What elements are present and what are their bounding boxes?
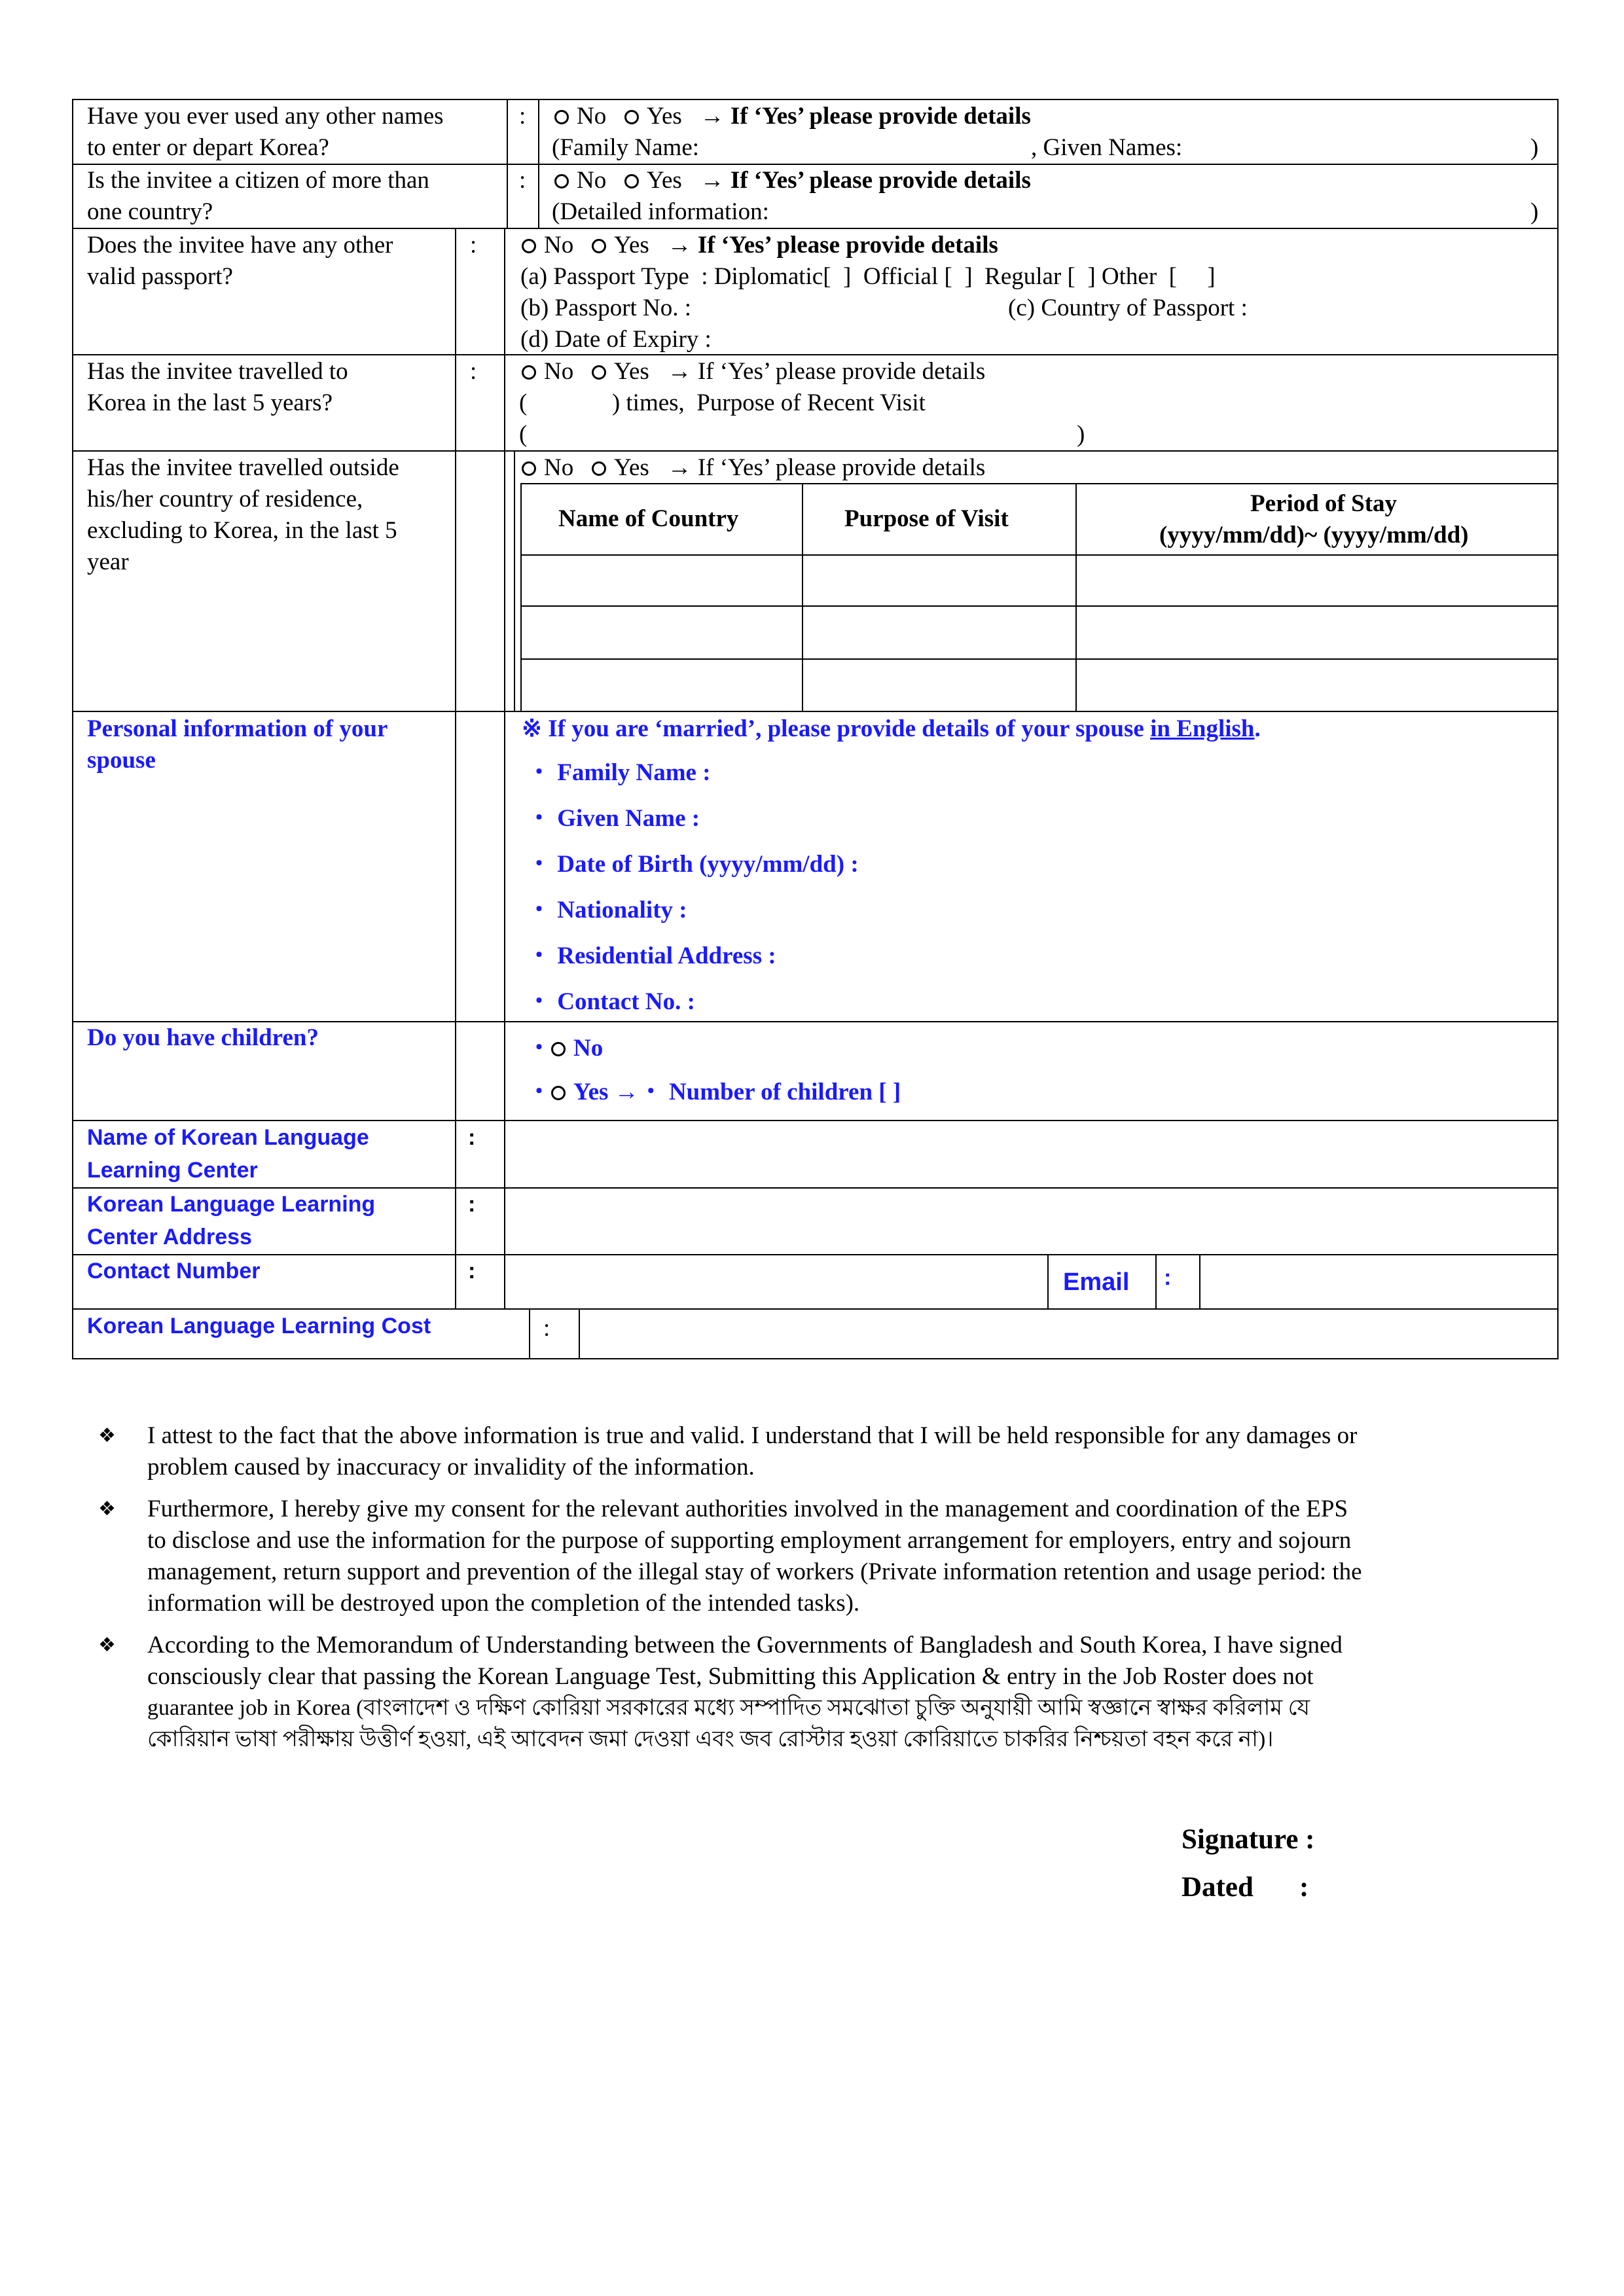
travel-table-cell[interactable] xyxy=(803,607,1074,658)
outside-travel-question-line-1: Has the invitee travelled outside xyxy=(87,454,399,481)
outside-travel-question-line-2: his/her country of residence, xyxy=(87,486,363,512)
declaration-line: to disclose and use the information for the purpose of supporting employment arrangement for employers, entry and sojourn xyxy=(147,1527,1352,1554)
travel-table-cell[interactable] xyxy=(1077,556,1556,605)
spouse-contact-no-field[interactable] xyxy=(527,986,695,1018)
korea-travel-options xyxy=(522,356,985,387)
travel-table-cell[interactable] xyxy=(803,556,1074,605)
header-name-of-country: Name of Country xyxy=(558,505,739,532)
col-divider xyxy=(455,228,456,1308)
closing-paren: ) xyxy=(1530,198,1539,225)
radio-yes-passport[interactable] xyxy=(592,239,606,253)
passport-type-line[interactable]: (a) Passport Type : Diplomatic[ ] Official [ ] Regular [ ] Other [ ] xyxy=(520,263,1216,290)
dated-label: Dated xyxy=(1182,1872,1254,1903)
header-period-format: (yyyy/mm/dd)~ (yyyy/mm/dd) xyxy=(1159,522,1469,548)
passport-number-field[interactable]: (b) Passport No. : xyxy=(520,295,692,321)
signature-label: Signature : xyxy=(1182,1824,1315,1855)
travel-table-cell[interactable] xyxy=(803,660,1074,711)
radio-no-other-names[interactable] xyxy=(554,110,569,124)
col-divider xyxy=(529,1308,530,1359)
center-name-input[interactable] xyxy=(505,1121,1557,1187)
diamond-bullet-icon: ❖ xyxy=(98,1498,116,1520)
details-instruction: → If ‘Yes’ please provide details xyxy=(700,103,1031,130)
travel-table-cell[interactable] xyxy=(522,607,801,658)
contact-number-label: Contact Number xyxy=(87,1259,261,1283)
travel-table-cell[interactable] xyxy=(522,660,801,711)
col-divider xyxy=(1047,1254,1049,1308)
radio-no-children[interactable] xyxy=(551,1042,566,1056)
bullet: ・ xyxy=(527,1079,551,1105)
radio-yes-label: Yes xyxy=(613,358,649,385)
learning-cost-colon: : xyxy=(543,1315,550,1342)
korea-travel-question-line-1: Has the invitee travelled to xyxy=(87,358,348,385)
children-yes-option xyxy=(527,1077,901,1108)
travel-table-cell[interactable] xyxy=(1077,660,1556,711)
table-border-bottom xyxy=(72,1358,1559,1359)
declaration-line: information will be destroyed upon the completion of the intended tasks). xyxy=(147,1590,860,1617)
radio-yes-outside-travel[interactable] xyxy=(592,461,606,476)
declaration-line: According to the Memorandum of Understanding between the Governments of Bangladesh and South Korea, I have signed xyxy=(147,1632,1343,1659)
outside-travel-question-line-4: year xyxy=(87,548,129,575)
radio-yes-other-names[interactable] xyxy=(624,110,639,124)
spouse-residential-address-field[interactable] xyxy=(527,941,776,972)
bullet: ・ xyxy=(527,1035,551,1062)
radio-yes-korea-travel[interactable] xyxy=(592,365,606,380)
radio-yes-citizen[interactable] xyxy=(624,174,639,188)
contact-number-colon: : xyxy=(468,1259,476,1283)
radio-yes-label: Yes → xyxy=(573,1079,639,1105)
col-divider xyxy=(514,450,515,711)
citizen-question-line-2: one country? xyxy=(87,198,213,225)
radio-no-label: No xyxy=(577,103,607,130)
center-address-colon: : xyxy=(468,1192,476,1217)
details-instruction: → If ‘Yes’ please provide details xyxy=(700,167,1031,194)
closing-paren: ) xyxy=(1530,134,1539,161)
field-label: Date of Birth (yyyy/mm/dd) : xyxy=(557,851,859,878)
radio-no-label: No xyxy=(544,358,574,385)
table-border-top xyxy=(72,99,1559,100)
details-instruction: → If ‘Yes’ please provide details xyxy=(667,454,986,481)
spouse-notice-text: ※ If you are ‘married’, please provide details of your spouse xyxy=(522,715,1151,742)
col-divider xyxy=(1155,1254,1157,1308)
header-purpose-of-visit: Purpose of Visit xyxy=(844,505,1009,532)
detailed-information-field[interactable]: (Detailed information: xyxy=(552,198,769,225)
details-instruction: → If ‘Yes’ please provide details xyxy=(667,232,998,259)
row-divider xyxy=(72,450,1559,452)
bullet: ・ xyxy=(527,851,551,878)
radio-no-passport[interactable] xyxy=(522,239,536,253)
family-name-field[interactable]: (Family Name: xyxy=(552,134,700,161)
email-label: Email xyxy=(1063,1268,1130,1296)
bullet: ・ xyxy=(638,1079,663,1105)
spouse-notice xyxy=(522,713,1261,745)
diamond-bullet-icon: ❖ xyxy=(98,1634,116,1657)
other-names-question-line-2: to enter or depart Korea? xyxy=(87,134,329,161)
center-name-label-line-2: Learning Center xyxy=(87,1158,258,1183)
notice-period: . xyxy=(1254,715,1261,742)
declaration-line: consciously clear that passing the Korean Language Test, Submitting this Application & entry in the Job Roster does not xyxy=(147,1663,1314,1690)
field-label: Given Name : xyxy=(557,805,700,832)
declaration-line: problem caused by inaccuracy or invalidity of the information. xyxy=(147,1454,755,1480)
radio-no-label: No xyxy=(544,454,574,481)
col-divider xyxy=(507,99,508,229)
field-label: Family Name : xyxy=(557,759,711,786)
col-divider xyxy=(538,99,539,229)
email-colon: : xyxy=(1164,1265,1172,1290)
korea-travel-question-line-2: Korea in the last 5 years? xyxy=(87,389,333,416)
passport-question-line-2: valid passport? xyxy=(87,263,233,290)
declaration-paragraph-2 xyxy=(147,1494,1528,1619)
visit-times-field[interactable]: ( ) times, Purpose of Recent Visit xyxy=(519,389,926,416)
country-of-passport-field[interactable]: (c) Country of Passport : xyxy=(1008,295,1248,321)
declaration-line: কোরিয়ান ভাষা পরীক্ষায় উত্তীর্ণ হওয়া, এই আবেদন জমা দেওয়া এবং জব রোস্টার হওয়া কোরিয়াতে চাকরির নিশ্চয়তা বহন করে না)। xyxy=(147,1727,1274,1751)
passport-colon: : xyxy=(470,232,477,259)
passport-question-line-1: Does the invitee have any other xyxy=(87,232,393,259)
citizen-question-line-1: Is the invitee a citizen of more than xyxy=(87,167,429,194)
center-name-label-line-1: Name of Korean Language xyxy=(87,1125,369,1150)
other-names-options xyxy=(554,101,1031,132)
declaration-line: guarantee job in Korea (বাংলাদেশ ও দক্ষিণ কোরিয়া সরকারের মধ্যে সম্পাদিত সমঝোতা চুক্তি অনুযায়ী আমি স্বজ্ঞানে স্বাক্ষর করিলাম যে xyxy=(147,1696,1310,1720)
field-label: Contact No. : xyxy=(557,988,695,1015)
purpose-close-paren: ) xyxy=(1077,421,1085,448)
in-english-link: in English xyxy=(1150,715,1255,742)
center-address-input[interactable] xyxy=(505,1189,1557,1253)
row-divider xyxy=(72,228,1559,229)
learning-cost-input[interactable] xyxy=(580,1310,1557,1357)
outside-travel-options xyxy=(522,452,985,484)
purpose-open-paren: ( xyxy=(519,421,528,448)
field-label: Nationality : xyxy=(557,897,687,924)
contact-number-input[interactable] xyxy=(505,1255,1047,1308)
declaration-line: I attest to the fact that the above information is true and valid. I understand that I will be held responsible for any damages or xyxy=(147,1422,1358,1449)
spouse-label-line-1: Personal information of your xyxy=(87,715,388,742)
outside-travel-question-line-3: excluding to Korea, in the last 5 xyxy=(87,517,397,544)
citizen-colon: : xyxy=(519,167,526,194)
other-names-question-line-1: Have you ever used any other names xyxy=(87,103,444,130)
email-input[interactable] xyxy=(1200,1255,1557,1308)
spouse-nationality-field[interactable] xyxy=(527,895,687,926)
radio-no-label: No xyxy=(577,167,607,194)
radio-yes-label: Yes xyxy=(613,454,649,481)
table-border-right xyxy=(1557,99,1559,1359)
table-border-left xyxy=(72,99,73,1359)
field-label: Residential Address : xyxy=(557,942,776,969)
radio-yes-children[interactable] xyxy=(551,1086,566,1100)
number-of-children-field[interactable]: Number of children [ ] xyxy=(668,1079,901,1105)
declaration-line: Furthermore, I hereby give my consent for the relevant authorities involved in the management and coordination of the EPS xyxy=(147,1496,1348,1522)
passport-options xyxy=(522,230,998,261)
bullet: ・ xyxy=(527,897,551,924)
header-period-of-stay: Period of Stay xyxy=(1250,490,1398,517)
dated-colon: : xyxy=(1299,1872,1309,1903)
radio-yes-label: Yes xyxy=(646,103,682,130)
citizen-options xyxy=(554,165,1031,196)
korea-travel-colon: : xyxy=(470,358,477,385)
radio-no-label: No xyxy=(544,232,574,259)
diamond-bullet-icon: ❖ xyxy=(98,1424,116,1447)
children-label: Do you have children? xyxy=(87,1024,319,1051)
radio-yes-label: Yes xyxy=(646,167,682,194)
center-address-label-line-1: Korean Language Learning xyxy=(87,1192,376,1217)
declaration-paragraph-3 xyxy=(147,1630,1528,1755)
spouse-given-name-field[interactable] xyxy=(527,803,700,834)
bullet: ・ xyxy=(527,759,551,786)
row-divider xyxy=(72,711,1559,712)
details-instruction: → If ‘Yes’ please provide details xyxy=(667,358,986,385)
radio-no-citizen[interactable] xyxy=(554,174,569,188)
given-names-field[interactable]: , Given Names: xyxy=(1031,134,1183,161)
spouse-family-name-field[interactable] xyxy=(527,757,711,789)
spouse-label-line-2: spouse xyxy=(87,747,156,774)
other-names-colon: : xyxy=(519,103,526,130)
bullet: ・ xyxy=(527,988,551,1015)
bullet: ・ xyxy=(527,942,551,969)
radio-yes-label: Yes xyxy=(613,232,649,259)
radio-no-korea-travel[interactable] xyxy=(522,365,536,380)
center-address-label-line-2: Center Address xyxy=(87,1225,252,1249)
learning-cost-label: Korean Language Learning Cost xyxy=(87,1314,431,1338)
travel-table-cell[interactable] xyxy=(522,556,801,605)
children-no-option xyxy=(527,1033,603,1064)
bullet: ・ xyxy=(527,805,551,832)
date-of-expiry-field[interactable]: (d) Date of Expiry : xyxy=(520,326,712,353)
declaration-line: management, return support and prevention of the illegal stay of workers (Private information retention and usage period: the xyxy=(147,1558,1362,1585)
travel-table-cell[interactable] xyxy=(1077,607,1556,658)
row-divider xyxy=(72,354,1559,355)
center-name-colon: : xyxy=(468,1125,476,1150)
radio-no-outside-travel[interactable] xyxy=(522,461,536,476)
radio-no-label: No xyxy=(573,1035,604,1062)
declaration-paragraph-1 xyxy=(147,1420,1528,1483)
spouse-date-of-birth-field[interactable] xyxy=(527,849,859,880)
